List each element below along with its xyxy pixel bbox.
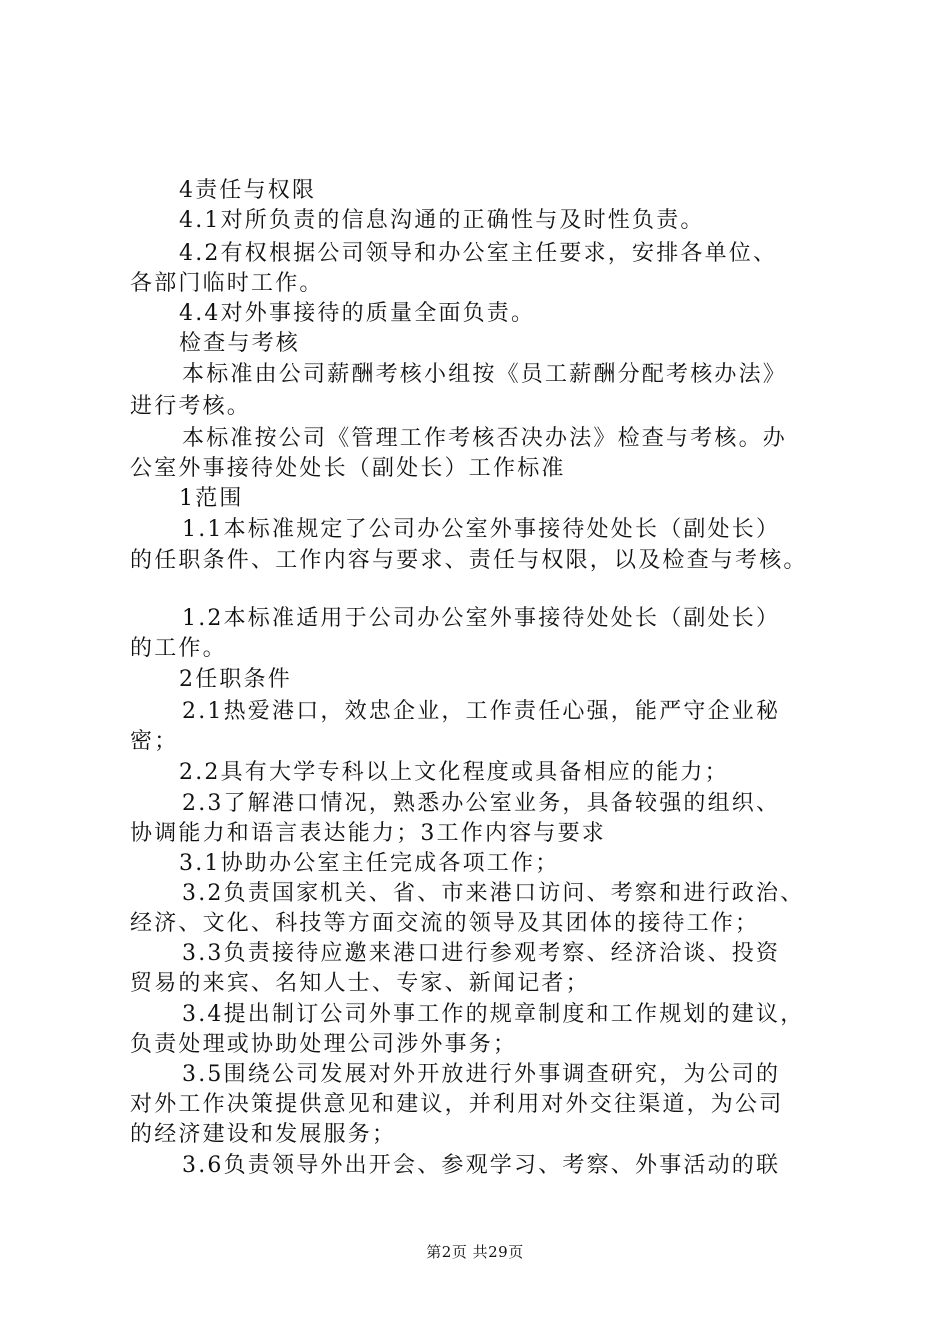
paragraph-line: 负责处理或协助处理公司涉外事务； (130, 1032, 518, 1057)
paragraph-line: 2.2具有大学专科以上文化程度或具备相应的能力； (179, 760, 729, 785)
paragraph-line: 3.3负责接待应邀来港口进行参观考察、经济洽谈、投资 (182, 941, 781, 966)
paragraph-line: 4.4对外事接待的质量全面负责。 (179, 301, 536, 326)
paragraph-line: 3.6负责领导外出开会、参观学习、考察、外事活动的联 (182, 1153, 781, 1178)
section-heading: 1范围 (179, 486, 244, 511)
paragraph-line: 贸易的来宾、名知人士、专家、新闻记者； (130, 971, 590, 996)
paragraph-line: 对外工作决策提供意见和建议，并利用对外交往渠道，为公司 (130, 1092, 784, 1117)
paragraph-line: 4.2有权根据公司领导和办公室主任要求，安排各单位、 (179, 241, 778, 266)
paragraph-line: 协调能力和语言表达能力；3工作内容与要求 (130, 821, 606, 846)
paragraph-line: 的任职条件、工作内容与要求、责任与权限，以及检查与考核。 (130, 548, 808, 573)
paragraph-line: 的经济建设和发展服务； (130, 1122, 397, 1147)
paragraph-line: 2.3了解港口情况，熟悉办公室业务，具备较强的组织、 (182, 791, 781, 816)
paragraph-line: 公室外事接待处处长（副处长）工作标准 (130, 456, 566, 481)
section-heading: 4责任与权限 (179, 178, 317, 203)
paragraph-line: 各部门临时工作。 (130, 271, 324, 296)
paragraph-line: 3.2负责国家机关、省、市来港口访问、考察和进行政治、 (182, 881, 805, 906)
paragraph-line: 3.4提出制订公司外事工作的规章制度和工作规划的建议， (182, 1002, 805, 1027)
page-number-footer: 第2页 共29页 (426, 1243, 524, 1261)
paragraph-line: 本标准由公司薪酬考核小组按《员工薪酬分配考核办法》 (182, 362, 788, 387)
paragraph-line: 3.5围绕公司发展对外开放进行外事调查研究，为公司的 (182, 1062, 781, 1087)
paragraph-line: 3.1协助办公室主任完成各项工作； (179, 851, 560, 876)
paragraph-line: 本标准按公司《管理工作考核否决办法》检查与考核。办 (182, 426, 788, 451)
section-heading: 2任职条件 (179, 667, 292, 692)
paragraph-line: 1.2本标准适用于公司办公室外事接待处处长（副处长） (182, 606, 781, 631)
paragraph-line: 的工作。 (130, 636, 227, 661)
paragraph-line: 1.1本标准规定了公司办公室外事接待处处长（副处长） (182, 517, 781, 542)
section-heading: 检查与考核 (179, 331, 301, 356)
paragraph-line: 密； (130, 729, 179, 754)
paragraph-line: 2.1热爱港口，效忠企业，工作责任心强，能严守企业秘 (182, 699, 781, 724)
paragraph-line: 经济、文化、科技等方面交流的领导及其团体的接待工作； (130, 911, 760, 936)
paragraph-line: 进行考核。 (130, 394, 252, 419)
paragraph-line: 4.1对所负责的信息沟通的正确性与及时性负责。 (179, 208, 705, 233)
